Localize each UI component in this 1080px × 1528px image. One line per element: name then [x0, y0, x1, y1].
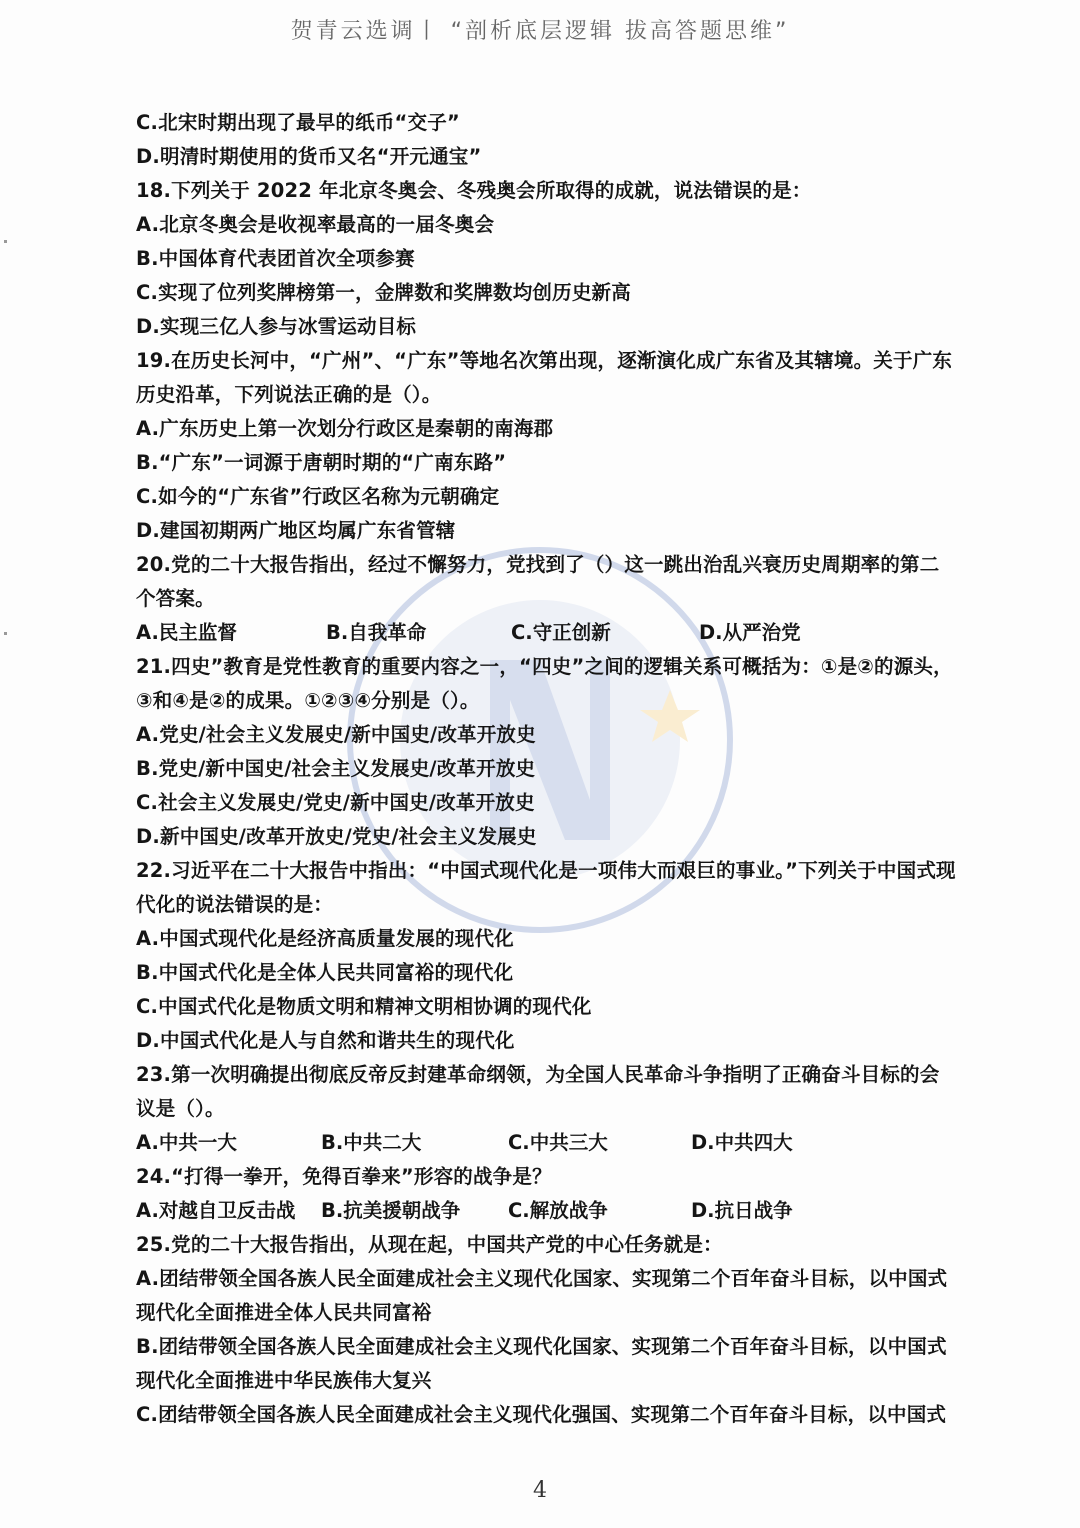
q18-option-a: A.北京冬奥会是收视率最高的一届冬奥会 [136, 213, 495, 236]
q18-option-d: D.实现三亿人参与冰雪运动目标 [136, 315, 417, 338]
q24-option-a: A.对越自卫反击战 [136, 1199, 296, 1222]
prev-option-c: C.北宋时期出现了最早的纸币“交子” [136, 111, 460, 134]
page-header: 贺青云选调丨 “剖析底层逻辑 拔高答题思维” [290, 19, 790, 44]
q20-option-c: C.守正创新 [511, 621, 611, 644]
prev-option-d: D.明清时期使用的货币又名“开元通宝” [136, 145, 482, 168]
q19-option-a: A.广东历史上第一次划分行政区是秦朝的南海郡 [136, 417, 554, 440]
q21-option-d: D.新中国史/改革开放史/党史/社会主义发展史 [136, 825, 537, 848]
question-21: 21.四史”教育是党性教育的重要内容之一，“四史”之间的逻辑关系可概括为：①是②的源头，③和④是②的成果。①②③④分别是（）。 [136, 655, 953, 712]
q23-option-b: B.中共二大 [321, 1131, 422, 1154]
scan-speck [4, 632, 7, 635]
question-22: 22.习近平在二十大报告中指出：“中国式现代化是一项伟大而艰巨的事业。”下列关于中国式现代化的说法错误的是： [136, 859, 956, 916]
q25-option-b: B.团结带领全国各族人民全面建成社会主义现代化国家、实现第二个百年奋斗目标，以中国式现代化全面推进中华民族伟大复兴 [136, 1335, 947, 1392]
question-24: 24.“打得一拳开，免得百拳来”形容的战争是？ [136, 1165, 552, 1188]
q23-option-c: C.中共三大 [508, 1131, 608, 1154]
q24-option-b: B.抗美援朝战争 [321, 1199, 461, 1222]
q18-option-b: B.中国体育代表团首次全项参赛 [136, 247, 415, 270]
q22-option-c: C.中国式代化是物质文明和精神文明相协调的现代化 [136, 995, 592, 1018]
q20-option-b: B.自我革命 [326, 621, 427, 644]
q22-option-d: D.中国式代化是人与自然和谐共生的现代化 [136, 1029, 515, 1052]
q21-option-c: C.社会主义发展史/党史/新中国史/改革开放史 [136, 791, 535, 814]
q19-option-b: B.“广东”一词源于唐朝时期的“广南东路” [136, 451, 507, 474]
question-18: 18.下列关于 2022 年北京冬奥会、冬残奥会所取得的成就，说法错误的是： [136, 179, 812, 202]
questions-content [136, 106, 956, 1432]
question-23: 23.第一次明确提出彻底反帝反封建革命纲领，为全国人民革命斗争指明了正确奋斗目标的会议是（）。 [136, 1063, 940, 1120]
q20-option-a: A.民主监督 [136, 621, 237, 644]
page-number: 4 [533, 1478, 547, 1503]
q20-options-row [136, 616, 956, 650]
q20-option-d: D.从严治党 [699, 621, 801, 644]
q22-option-a: A.中国式现代化是经济高质量发展的现代化 [136, 927, 514, 950]
question-20: 20.党的二十大报告指出，经过不懈努力，党找到了（）这一跳出治乱兴衰历史周期率的第二个答案。 [136, 553, 940, 610]
q19-option-c: C.如今的“广东省”行政区名称为元朝确定 [136, 485, 500, 508]
scan-speck [4, 240, 7, 243]
q23-option-a: A.中共一大 [136, 1131, 237, 1154]
q19-option-d: D.建国初期两广地区均属广东省管辖 [136, 519, 456, 542]
q22-option-b: B.中国式代化是全体人民共同富裕的现代化 [136, 961, 514, 984]
question-25: 25.党的二十大报告指出，从现在起，中国共产党的中心任务就是： [136, 1233, 723, 1256]
q21-option-a: A.党史/社会主义发展史/新中国史/改革开放史 [136, 723, 536, 746]
q23-options-row [136, 1126, 956, 1160]
q21-option-b: B.党史/新中国史/社会主义发展史/改革开放史 [136, 757, 536, 780]
q23-option-d: D.中共四大 [691, 1131, 793, 1154]
q24-option-c: C.解放战争 [508, 1199, 608, 1222]
q24-option-d: D.抗日战争 [691, 1199, 793, 1222]
q24-options-row [136, 1194, 956, 1228]
q25-option-a: A.团结带领全国各族人民全面建成社会主义现代化国家、实现第二个百年奋斗目标，以中国式现代化全面推进全体人民共同富裕 [136, 1267, 948, 1324]
q25-option-c: C.团结带领全国各族人民全面建成社会主义现代化强国、实现第二个百年奋斗目标，以中国式 [136, 1403, 947, 1426]
q18-option-c: C.实现了位列奖牌榜第一，金牌数和奖牌数均创历史新高 [136, 281, 631, 304]
question-19: 19.在历史长河中，“广州”、“广东”等地名次第出现，逐渐演化成广东省及其辖境。关于广东历史沿革，下列说法正确的是（）。 [136, 349, 953, 406]
